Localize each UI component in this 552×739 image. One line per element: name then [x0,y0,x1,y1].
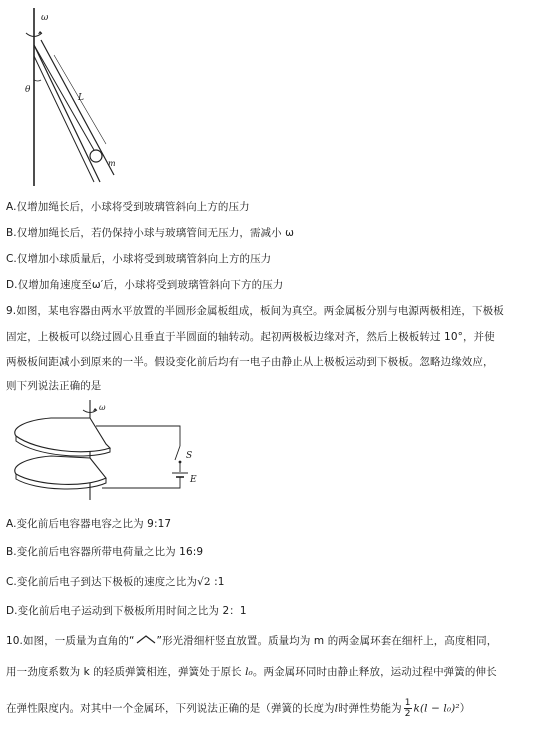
theta-arc [34,80,41,81]
tube-rotation-figure [14,0,134,190]
q9-stem-line1: 9.如图，某电容器由两水平放置的半圆形金属板组成，板间为真空。两金属板分别与电源两极相连，下极板 [6,305,504,317]
q9-option-c [6,575,546,589]
wire-top [96,426,180,446]
q9-option-a: A.变化前后电容器电容之比为 9:17 [6,518,172,530]
q9-stem-line4: 则下列说法正确的是 [6,380,102,392]
natural-length-symbol: l₀ [245,666,253,678]
q10-stem-line3-b: 时弹性势能为 [338,702,402,715]
omega-label: ω [41,13,49,23]
tube-wall-outer [34,56,94,182]
upper-plate [15,418,110,452]
omega-label: ω [99,403,106,412]
fraction-denominator: 2 [404,709,411,719]
string-line [34,45,94,150]
q9-option-b: B.变化前后电容器所带电荷量之比为 16:9 [6,546,204,558]
one-half-fraction [404,698,412,719]
ball [90,150,102,162]
lower-plate [15,456,106,484]
wire-bottom [102,477,180,488]
q10-stem-line3 [6,698,546,719]
fraction-numerator: 1 [404,698,411,708]
q9-option-d: D.变化前后电子运动到下极板所用时间之比为 2：1 [6,605,247,617]
q10-stem-line2-b: 。两金属环同时由静止释放，运动过程中弹簧的伸长 [252,666,497,678]
tube-wall-left [34,45,100,182]
q9-option-c-ratio: :1 [210,576,225,588]
q8-option-b: B.仅增加绳长后，若仍保持小球与玻璃管间无压力，需减小 ω [6,227,295,239]
q10-stem-line3-a: 在弹性限度内。对其中一个金属环，下列说法正确的是（弹簧的长度为 [6,702,335,715]
q10-stem-line1 [6,634,546,648]
q10-stem-line1-b: ”形光滑细杆竖直放置。质量均为 m 的两金属环套在细杆上，高度相同， [156,635,498,647]
q9-stem-line2: 固定，上极板可以绕过圆心且垂直于半圆面的轴转动。起初两极板边缘对齐，然后上极板转过 10°，并使 [6,331,495,343]
sqrt-two: √2 [197,576,211,588]
q8-option-c: C.仅增加小球质量后，小球将受到玻璃管斜向上方的压力 [6,253,272,265]
capacitor-figure [6,396,206,506]
elastic-energy-expression: k(l − l₀)² [413,702,460,715]
switch-label: S [186,451,193,461]
q10-stem-line1-a: 10.如图，一质量为直角的“ [6,635,135,647]
length-label: L [78,93,84,103]
theta-label: θ [25,85,31,95]
tube-wall-right [41,40,114,175]
q10-stem-line3-end: ） [459,702,471,715]
q9-option-c-text: C.变化前后电子到达下极板的速度之比为 [6,576,198,588]
q10-stem-line2-a: 用一劲度系数为 k 的轻质弹簧相连，弹簧处于原长 [6,666,246,678]
emf-label: E [190,475,197,485]
mass-label: m [108,159,116,168]
q9-stem-line3: 两极板间距减小到原来的一半。假设变化前后均有一电子由静止从上极板运动到下极板。忽略边缘效应， [6,356,494,368]
q8-option-d: D.仅增加角速度至ω′后，小球将受到玻璃管斜向下方的压力 [6,279,284,291]
q8-option-a: A.仅增加绳长后，小球将受到玻璃管斜向上方的压力 [6,201,250,213]
length-symbol: l [334,702,339,715]
caret-shape-icon [135,634,157,645]
switch-s [175,446,180,460]
q10-stem-line2 [6,665,546,679]
